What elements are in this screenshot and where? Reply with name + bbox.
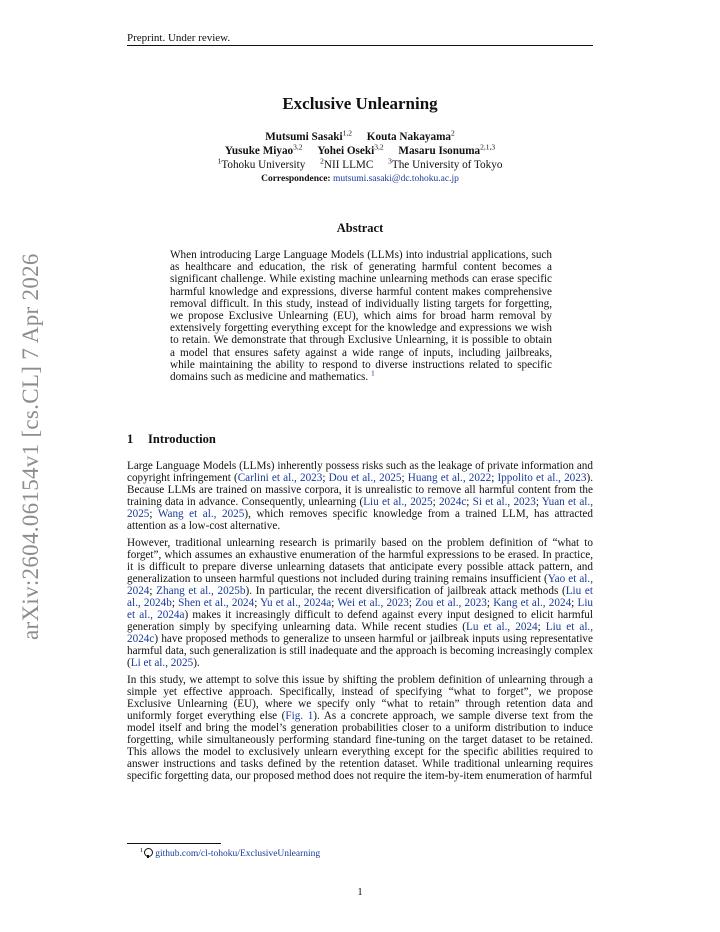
- footnote-marker-link[interactable]: 1: [371, 368, 375, 378]
- author-affiliation-mark: 3,2: [293, 142, 303, 152]
- author-affiliation-mark: 2: [451, 128, 455, 138]
- citation-link[interactable]: Yuan et al., 2025: [127, 495, 594, 520]
- author-affiliation-mark: 3,2: [374, 142, 384, 152]
- citation-link[interactable]: Fig. 1: [285, 710, 314, 723]
- author-block: [127, 130, 593, 186]
- affiliation-number: 2: [320, 156, 324, 166]
- paragraph: Large Language Models (LLMs) inherently possess risks such as the leakage of private information and copyright infringement (Carlini et al., 2023; Dou et al., 2025; Huang et al., 2022; Ippolito et al., 2023). Because LLMs are trained on massive corpora, it is unrealistic to remove all harmful content from the training data in advance. Consequently, unlearning (Liu et al., 2025; 2024c; Si et al., 2023; Yuan et al., 2025; Wang et al., 2025), which removes specific knowledge from a trained LLM, has attracted attention as a low-cost alternative.: [127, 460, 594, 532]
- affiliation-number: 1: [217, 156, 222, 166]
- author-affiliation-mark: 1,2: [342, 128, 352, 138]
- page-number: 1: [357, 886, 363, 898]
- footnote-number: 1: [140, 847, 144, 854]
- abstract-body: When introducing Large Language Models (LLMs) into industrial applications, such as healthcare and education, the risk of generating harmful content becomes a significant challenge. While existing machine unlearning methods can erase specific harmful knowledge and expressions, diverse harmful content makes comprehensive removal difficult. In this study, instead of individually listing targets for forgetting, we propose Exclusive Unlearning (EU), which aims for broad harm removal by extensively forgetting everything except for the knowledge and expressions we wish to retain. We demonstrate that through Exclusive Unlearning, it is possible to obtain a model that ensures safety against a wide range of inputs, including jailbreaks, while maintaining the ability to respond to diverse instructions related to specific domains such as medicine and mathematics.: [170, 249, 552, 384]
- author-line-2: [127, 144, 593, 158]
- citation-link[interactable]: Si et al., 2023: [472, 495, 536, 508]
- citation-link[interactable]: Shen et al., 2024: [178, 596, 255, 609]
- github-icon: [144, 848, 153, 857]
- citation-link[interactable]: Carlini et al., 2023: [237, 471, 323, 484]
- correspondence-label: Correspondence:: [261, 174, 331, 184]
- citation-link[interactable]: Yu et al., 2024a: [260, 596, 332, 609]
- abstract-text: [170, 249, 552, 383]
- correspondence-line: [127, 172, 593, 186]
- citation-link[interactable]: Wang et al., 2025: [157, 507, 245, 520]
- author-name: Masaru Isonuma: [398, 145, 481, 157]
- author-name: Yohei Oseki: [317, 145, 375, 157]
- citation-link[interactable]: Li et al., 2025: [130, 656, 194, 669]
- paragraph: However, traditional unlearning research is primarily based on the problem definition of “what to forget”, which assumes an exhaustive enumeration of the harmful expressions to be erased. In practice, it is difficult to prepare diverse unlearning datasets that anticipate every possible attack pattern, and generalization to unseen harmful questions not included during training remains insufficient (Yao et al., 2024; Zhang et al., 2025b). In particular, the recent diversification of jailbreak attack methods (Liu et al., 2024b; Shen et al., 2024; Yu et al., 2024a; Wei et al., 2023; Zou et al., 2023; Kang et al., 2024; Liu et al., 2024a) makes it increasingly difficult to defend against every input designed to elicit harmful generation simply by specifying unlearning data. While recent studies (Lu et al., 2024; Liu et al., 2024c) have proposed methods to generalize to unseen harmful or jailbreak inputs using representative harmful data, such generalization is still inadequate and the approach is becoming increasingly complex (Li et al., 2025).: [127, 537, 594, 669]
- citation-link[interactable]: Lu et al., 2024: [466, 620, 538, 633]
- affiliation-name: NII LLMC: [323, 159, 374, 171]
- author-name: Kouta Nakayama: [366, 131, 452, 143]
- citation-link[interactable]: Wei et al., 2023: [337, 596, 409, 609]
- arxiv-identifier[interactable]: arXiv:2604.06154v1 [cs.CL] 7 Apr 2026: [18, 253, 43, 640]
- author-name: Mutsumi Sasaki: [265, 131, 343, 143]
- citation-link[interactable]: Yao et al., 2024: [127, 573, 593, 598]
- citation-link[interactable]: Zou et al., 2023: [415, 596, 487, 609]
- correspondence-email-link[interactable]: mutsumi.sasaki@dc.tohoku.ac.jp: [332, 174, 459, 184]
- affiliation-line: [127, 158, 593, 172]
- author-line-1: [127, 130, 593, 144]
- paragraph: In this study, we attempt to solve this issue by shifting the problem definition of unlearning through a simple yet effective approach. Specifically, instead of specifying “what to forget”, we propose Exclusive Unlearning (EU), where we specify only “what to retain” through retention data and uniformly forget everything else (Fig. 1). As a concrete approach, we sample diverse text from the model itself and bring the model’s generation probabilities closer to a uniform distribution to induce forgetting, while simultaneously performing standard fine-tuning on the target dataset to be retained. This allows the model to exclusively unlearn everything except for the specific abilities required to answer instructions and tasks defined by the retention dataset. While traditional unlearning requires specific forgetting data, our proposed method does not require the item-by-item enumeration of harmful: [127, 674, 593, 782]
- author-affiliation-mark: 2,1,3: [480, 142, 496, 152]
- citation-link[interactable]: Huang et al., 2022: [407, 471, 492, 484]
- section-heading: [127, 432, 216, 447]
- paper-title: Exclusive Unlearning: [282, 94, 438, 113]
- citation-link[interactable]: 2024c: [438, 495, 467, 508]
- affiliation-number: 3: [388, 156, 392, 166]
- citation-link[interactable]: Liu et al., 2025: [363, 495, 433, 508]
- author-name: Yusuke Miyao: [224, 145, 294, 157]
- citation-link[interactable]: Kang et al., 2024: [493, 596, 572, 609]
- affiliation-name: The University of Tokyo: [391, 159, 503, 171]
- introduction-body: [127, 461, 593, 789]
- section-number: 1: [127, 432, 134, 446]
- affiliation-name: Tohoku University: [221, 159, 306, 171]
- github-repo-link[interactable]: github.com/cl-tohoku/ExclusiveUnlearning: [155, 849, 321, 860]
- running-head: Preprint. Under review.: [127, 32, 593, 46]
- footnote: [140, 847, 320, 859]
- abstract-heading: Abstract: [336, 221, 384, 235]
- citation-link[interactable]: Dou et al., 2025: [328, 471, 402, 484]
- citation-link[interactable]: Ippolito et al., 2023: [497, 471, 587, 484]
- citation-link[interactable]: Zhang et al., 2025b: [156, 585, 246, 598]
- footnote-divider: [127, 843, 221, 844]
- citation-link[interactable]: Liu et al., 2024c: [127, 620, 594, 645]
- citation-link[interactable]: Liu et al., 2024b: [127, 585, 594, 609]
- section-title: Introduction: [148, 432, 216, 446]
- citation-link[interactable]: Liu et al., 2024a: [127, 596, 594, 621]
